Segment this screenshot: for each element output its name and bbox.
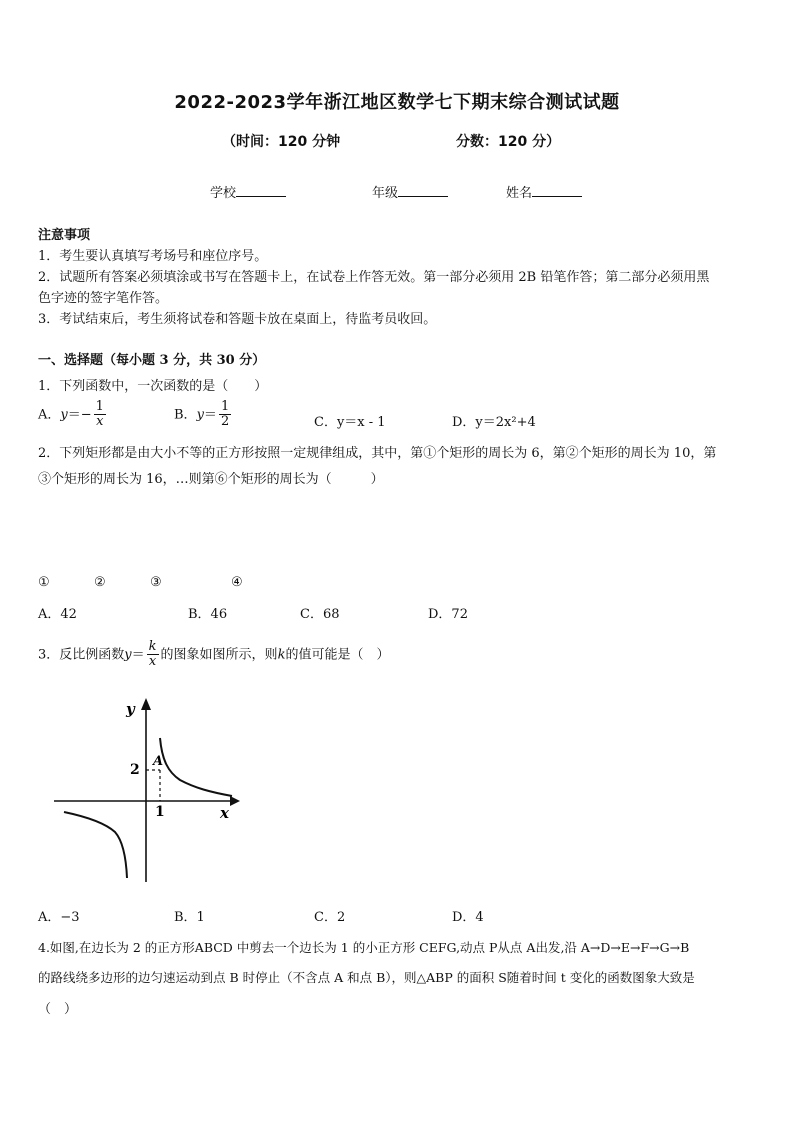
name-field <box>506 182 582 201</box>
graph-tick-x: 1 <box>155 804 165 820</box>
notice-item-2: 2．试题所有答案必须填涂或书写在答题卡上，在试卷上作答无效。第一部分必须用 2B 铅笔作答；第二部分必须用黑 <box>38 270 710 285</box>
q3-option-a: A．−3 <box>38 910 80 925</box>
q1-option-b-num: 1 <box>220 399 230 414</box>
q2-option-a: A．42 <box>38 607 77 622</box>
hyperbola-branch-third-quadrant <box>64 812 127 878</box>
notice-item-1: 1．考生要认真填写考场号和座位序号。 <box>38 249 268 264</box>
q2-option-c: C．68 <box>300 607 340 622</box>
school-label: 学校 <box>210 186 237 201</box>
q3-stem-num: k <box>148 639 157 654</box>
q1-option-b <box>174 400 233 430</box>
school-field <box>210 182 286 201</box>
y-axis-arrow <box>141 698 151 710</box>
q3-option-c: C．2 <box>314 910 346 925</box>
q1-option-d: D．y＝2x²+4 <box>452 415 536 430</box>
q2-stem-line-2: ③个矩形的周长为 16，…则第⑥个矩形的周长为（ ） <box>38 472 384 487</box>
grade-label: 年级 <box>372 186 399 201</box>
exam-time: （时间：120 分钟 <box>222 134 341 150</box>
q3-stem-var: y <box>124 647 132 663</box>
q3-stem-suffix-a: 的图象如图所示，则 <box>160 647 278 663</box>
q4-stem-line-2: 的路线绕多边形的边匀速运动到点 B 时停止（不含点 A 和点 B），则△ABP 的面积 S随着时间 t 变化的函数图象大致是 <box>38 970 695 985</box>
q1-option-a-eq: ＝− <box>67 407 92 423</box>
exam-score: 分数：120 分） <box>456 134 561 150</box>
q3-stem-suffix-b: 的值可能是（ ） <box>285 647 390 663</box>
graph-point-a: A <box>153 754 164 769</box>
graph-x-label: x <box>220 804 229 822</box>
page-title: 2022-2023学年浙江地区数学七下期末综合测试试题 <box>174 92 620 113</box>
q1-option-c: C．y＝x - 1 <box>314 415 386 430</box>
q2-figure-label-1: ① <box>38 575 50 590</box>
q1-option-a-den: x <box>96 414 104 430</box>
q2-option-b: B．46 <box>188 607 228 622</box>
q3-option-b: B．1 <box>174 910 205 925</box>
q2-figure-label-4: ④ <box>231 575 243 590</box>
q1-option-a-fraction <box>94 400 106 430</box>
q2-figure-label-3: ③ <box>150 575 162 590</box>
q1-option-b-eq: ＝ <box>203 407 217 423</box>
q3-hyperbola-graph <box>50 690 250 890</box>
q1-option-a <box>38 400 108 430</box>
name-blank <box>532 184 582 197</box>
q4-stem-line-3: （ ） <box>38 1002 78 1017</box>
q3-stem <box>38 640 389 670</box>
q1-option-b-fraction <box>219 400 231 430</box>
q1-option-a-prefix: A． <box>38 407 61 423</box>
graph-y-label: y <box>126 700 135 718</box>
q3-stem-fraction <box>147 640 159 670</box>
q3-stem-eq: ＝ <box>131 647 145 663</box>
school-blank <box>236 184 286 197</box>
graph-tick-y: 2 <box>130 762 140 778</box>
q3-stem-prefix: 3．反比例函数 <box>38 647 125 663</box>
q1-option-a-num: 1 <box>95 399 104 414</box>
q1-option-a-var: y <box>60 407 68 423</box>
notice-item-3: 3．考试结束后，考生须将试卷和答题卡放在桌面上，待监考员收回。 <box>38 312 437 327</box>
q2-option-d: D．72 <box>428 607 468 622</box>
q2-stem-line-1: 2．下列矩形都是由大小不等的正方形按照一定规律组成，其中，第①个矩形的周长为 6，第②个矩形的周长为 10，第 <box>38 446 717 461</box>
q1-option-b-den: 2 <box>220 414 230 430</box>
name-label: 姓名 <box>506 186 533 201</box>
grade-blank <box>398 184 448 197</box>
q1-option-b-prefix: B． <box>174 407 197 423</box>
notice-heading: 注意事项 <box>38 228 91 243</box>
q3-stem-k: k <box>277 647 286 663</box>
q2-figure-label-2: ② <box>94 575 106 590</box>
grade-field <box>372 182 448 201</box>
x-axis-arrow <box>230 796 240 806</box>
q4-stem-line-1: 4.如图,在边长为 2 的正方形ABCD 中剪去一个边长为 1 的小正方形 CEFG,动点 P从点 A出发,沿 A→D→E→F→G→B <box>38 940 690 955</box>
section-heading: 一、选择题（每小题 3 分，共 30 分） <box>38 353 266 368</box>
notice-item-2-cont: 色字迹的签字笔作答。 <box>38 291 169 306</box>
q1-option-b-var: y <box>196 407 204 423</box>
hyperbola-branch-first-quadrant <box>160 738 232 796</box>
q3-stem-den: x <box>148 654 157 670</box>
q3-option-d: D．4 <box>452 910 484 925</box>
q1-stem: 1．下列函数中，一次函数的是（ ） <box>38 379 268 394</box>
